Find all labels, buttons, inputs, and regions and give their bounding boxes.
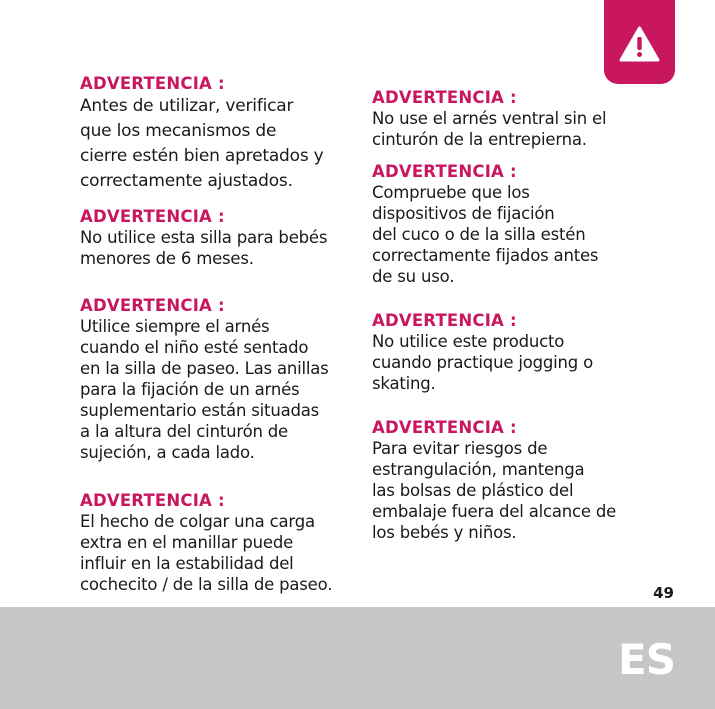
left-column xyxy=(80,74,360,595)
warning-tab xyxy=(604,0,675,84)
warning-title: ADVERTENCIA : xyxy=(372,311,517,330)
warning-title: ADVERTENCIA : xyxy=(80,491,225,510)
warning-text: Para evitar riesgos de estrangulación, mantenga las bolsas de plástico del embalaje fuera del alcance de los bebés y niños. xyxy=(372,439,617,542)
warning-title: ADVERTENCIA : xyxy=(80,74,225,93)
warning-triangle-icon xyxy=(619,26,660,62)
warning-text: Utilice siempre el arnés cuando el niño esté sentado en la silla de paseo. Las anillas para la fijación de un arnés suplementario están situadas a la altura del cinturón de sujeción, a cada lado. xyxy=(80,317,329,462)
warning-block xyxy=(80,491,360,595)
warning-block xyxy=(372,162,652,287)
language-code: ES xyxy=(618,635,675,684)
warning-text: Compruebe que los dispositivos de fijación del cuco o de la silla estén correctamente fijados antes de su uso. xyxy=(372,183,599,286)
footer-band xyxy=(0,607,715,709)
warning-block xyxy=(80,74,360,194)
warning-title: ADVERTENCIA : xyxy=(372,418,517,437)
warning-text: No use el arnés ventral sin el cinturón de la entrepierna. xyxy=(372,109,607,149)
warning-block xyxy=(80,207,360,269)
warning-text: El hecho de colgar una carga extra en el manillar puede influir en la estabilidad del cochecito / de la silla de paseo. xyxy=(80,512,333,594)
warning-block xyxy=(80,296,360,463)
warning-block xyxy=(372,311,652,394)
warning-title: ADVERTENCIA : xyxy=(80,296,225,315)
warning-block xyxy=(372,88,652,150)
warning-block xyxy=(372,418,652,543)
page-number: 49 xyxy=(653,584,674,602)
warning-text: No utilice este producto cuando practique jogging o skating. xyxy=(372,332,594,393)
warning-text: No utilice esta silla para bebés menores de 6 meses. xyxy=(80,228,328,268)
right-column xyxy=(372,88,652,543)
warning-text: Antes de utilizar, verificar que los mecanismos de cierre estén bien apretados y correctamente ajustados. xyxy=(80,96,324,191)
warning-title: ADVERTENCIA : xyxy=(372,88,517,107)
warning-title: ADVERTENCIA : xyxy=(372,162,517,181)
warning-title: ADVERTENCIA : xyxy=(80,207,225,226)
